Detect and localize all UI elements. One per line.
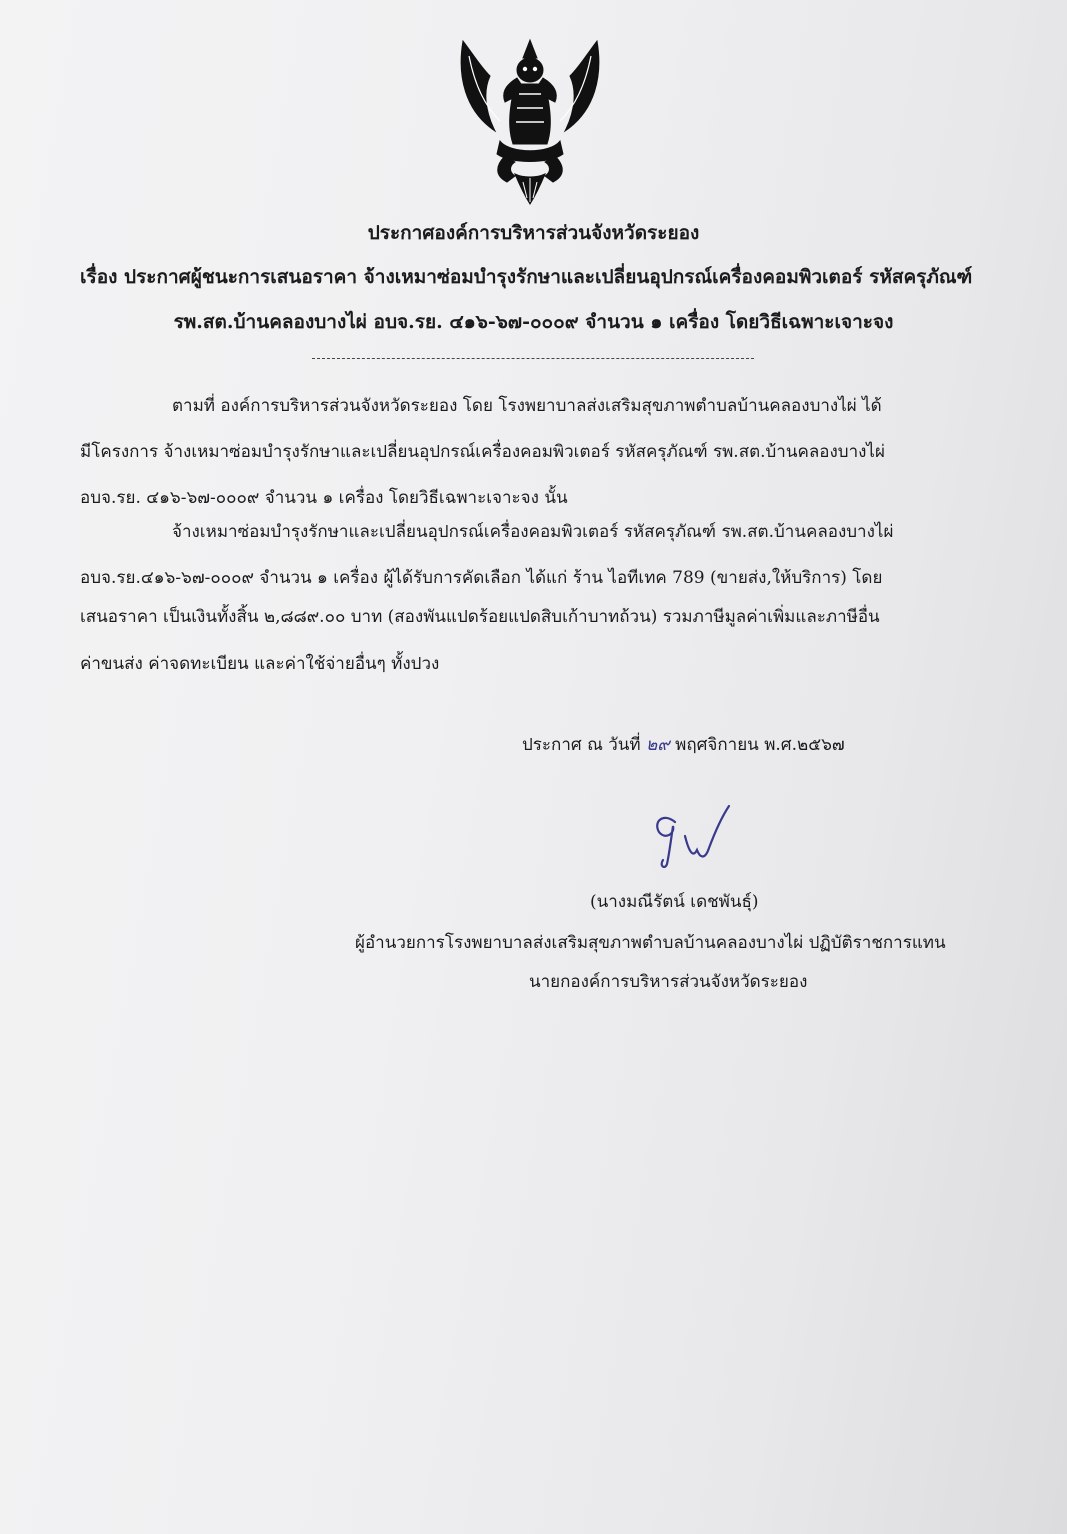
announcement-prefix: ประกาศ ณ วันที่: [522, 735, 641, 755]
subject-line-1: เรื่อง ประกาศผู้ชนะการเสนอราคา จ้างเหมาซ่อมบำรุงรักษาและเปลี่ยนอุปกรณ์เครื่องคอมพิวเตอร์ รหัสครุภัณฑ์: [80, 266, 973, 288]
announcement-date: [522, 731, 845, 758]
signer-position-line-2: นายกองค์การบริหารส่วนจังหวัดระยอง: [529, 972, 808, 992]
paragraph-1-line-1: ตามที่ องค์การบริหารส่วนจังหวัดระยอง โดย โรงพยาบาลส่งเสริมสุขภาพตำบลบ้านคลองบางไผ่ ได้: [172, 396, 882, 416]
subject-line-2: รพ.สต.บ้านคลองบางไผ่ อบจ.รย. ๔๑๖-๖๗-๐๐๐๙ จำนวน ๑ เครื่อง โดยวิธีเฉพาะเจาะจง: [173, 311, 894, 333]
announcement-month-year: พฤศจิกายน พ.ศ.๒๕๖๗: [675, 735, 845, 755]
signer-name: (นางมณีรัตน์ เดชพันธุ์): [590, 892, 759, 912]
paragraph-1-line-2: มีโครงการ จ้างเหมาซ่อมบำรุงรักษาและเปลี่ยนอุปกรณ์เครื่องคอมพิวเตอร์ รหัสครุภัณฑ์ รพ.สต.บ้านคลองบางไผ่: [80, 442, 885, 462]
separator-line: [312, 358, 754, 359]
paragraph-2-line-4: ค่าขนส่ง ค่าจดทะเบียน และค่าใช้จ่ายอื่นๆ ทั้งปวง: [80, 654, 440, 674]
announcement-day: ๒๙: [646, 735, 670, 755]
handwritten-signature: [645, 800, 740, 875]
paragraph-1-line-3: อบจ.รย. ๔๑๖-๖๗-๐๐๐๙ จำนวน ๑ เครื่อง โดยวิธีเฉพาะเจาะจง นั้น: [80, 488, 568, 508]
garuda-emblem-icon: [455, 36, 605, 206]
paragraph-2-line-3: เสนอราคา เป็นเงินทั้งสิ้น ๒,๘๘๙.๐๐ บาท (สองพันแปดร้อยแปดสิบเก้าบาทถ้วน) รวมภาษีมูลค่าเพิ่มและภาษีอื่น: [80, 607, 880, 627]
document-title: ประกาศองค์การบริหารส่วนจังหวัดระยอง: [367, 222, 700, 244]
signer-position-line-1: ผู้อำนวยการโรงพยาบาลส่งเสริมสุขภาพตำบลบ้านคลองบางไผ่ ปฏิบัติราชการแทน: [355, 933, 946, 953]
paragraph-2-line-1: จ้างเหมาซ่อมบำรุงรักษาและเปลี่ยนอุปกรณ์เครื่องคอมพิวเตอร์ รหัสครุภัณฑ์ รพ.สต.บ้านคลองบางไผ่: [172, 522, 894, 542]
paragraph-2-line-2: อบจ.รย.๔๑๖-๖๗-๐๐๐๙ จำนวน ๑ เครื่อง ผู้ได้รับการคัดเลือก ได้แก่ ร้าน ไอทีเทค 789 (ขายส่ง,ให้บริการ) โดย: [80, 568, 883, 588]
